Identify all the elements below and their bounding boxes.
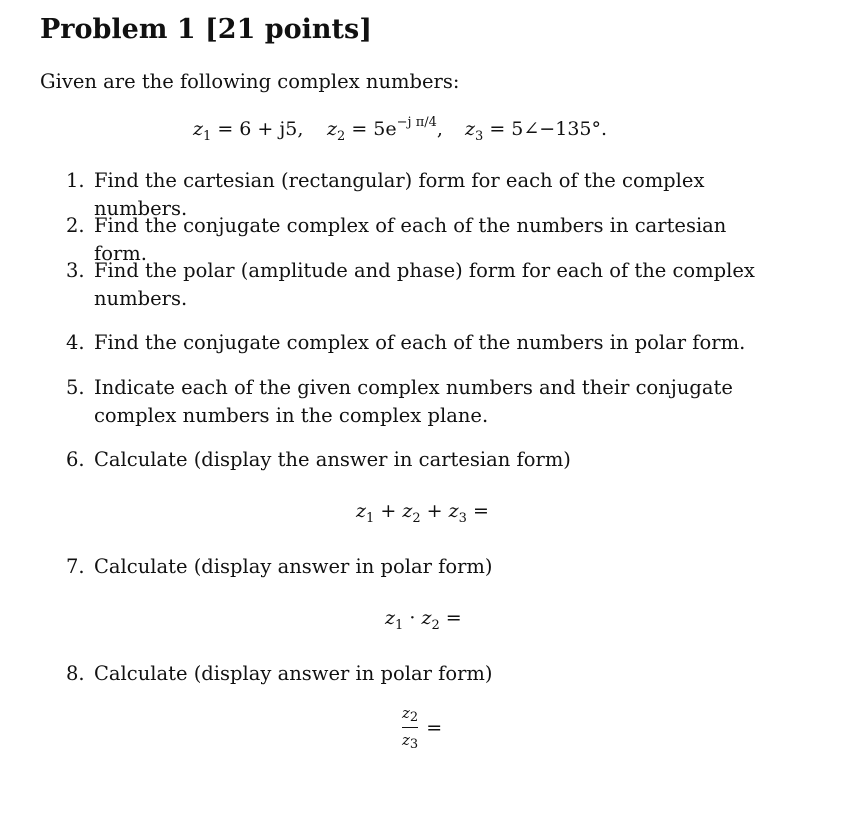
z3-definition: $z_3$ = 5∠−135°. <box>465 118 608 144</box>
problem-title: Problem 1 [21 points] <box>40 14 372 45</box>
z2-definition: $z_2 = 5e^{-j \pi/4}$, <box>327 115 443 144</box>
intro-text: Given are the following complex numbers: <box>40 70 460 93</box>
fraction: $\frac{z2}{z3}$ <box>402 704 419 752</box>
z1-definition: $z_1 = 6 + j5$, <box>193 118 304 144</box>
